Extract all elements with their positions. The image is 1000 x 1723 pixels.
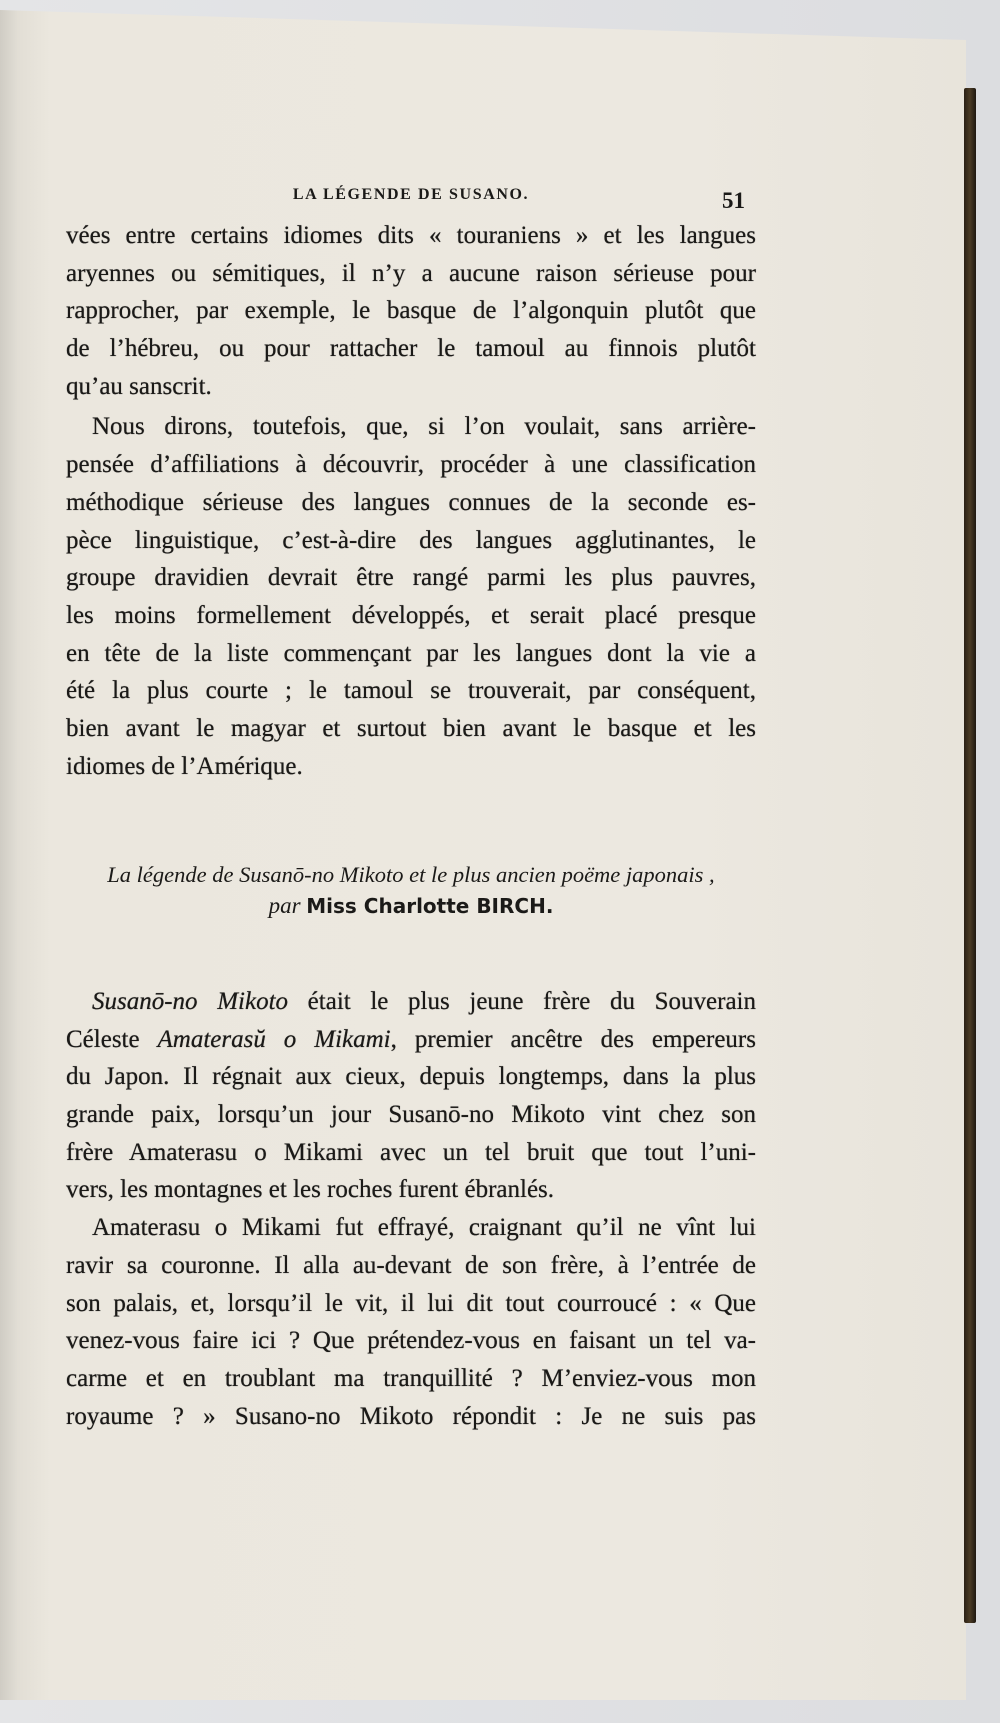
- text: vées entre certains idiomes dits « touraniens » et les langues: [66, 222, 756, 249]
- italic-text: Susanō-no Mikoto: [92, 988, 289, 1015]
- text: son palais, et, lorsqu’il le vit, il lui dit tout courroucé : « Que: [66, 1289, 756, 1317]
- text-line: [66, 1285, 756, 1323]
- text: pèce linguistique, c’est-à-dire des langues agglutinantes, le: [66, 526, 756, 554]
- text: vers, les montagnes et les roches furent ébranlés.: [66, 1176, 555, 1204]
- text: ravir sa couronne. Il alla au-devant de son frère, à l’entrée de: [66, 1251, 756, 1279]
- text-line: [66, 522, 756, 560]
- text: en tête de la liste commençant par les langues dont la vie a: [66, 639, 756, 667]
- text-block-bottom: [66, 983, 756, 1435]
- page-number: 51: [722, 188, 745, 213]
- text: carme et en troublant ma tranquillité ? M’enviez-vous mon: [66, 1364, 756, 1392]
- text-line: [66, 1209, 756, 1247]
- text: groupe dravidien devrait être rangé parmi les plus pauvres,: [66, 564, 756, 592]
- text-line: [66, 484, 756, 522]
- paragraph: [66, 217, 756, 405]
- byline-par: par: [268, 893, 301, 918]
- text: été la plus courte ; le tamoul se trouverait, par conséquent,: [66, 677, 756, 705]
- text-line: [66, 255, 756, 293]
- text-line: [66, 597, 756, 635]
- text: de l’hébreu, ou pour rattacher le tamoul au finnois plutôt: [66, 335, 756, 363]
- text: les moins formellement développés, et serait placé presque: [66, 601, 756, 629]
- article-title: La légende de Susanō-no Mikoto et le plus ancien poëme japonais ,: [107, 862, 715, 887]
- text-line: [66, 1171, 756, 1209]
- text: était le plus jeune frère du Souverain: [288, 988, 757, 1015]
- text-line: [66, 408, 756, 446]
- text-line: [66, 1322, 756, 1360]
- text-line: [66, 368, 756, 406]
- text: Céleste: [66, 1025, 158, 1053]
- article-byline: [66, 893, 756, 919]
- text: aryennes ou sémitiques, il n’y a aucune raison sérieuse pour: [66, 259, 756, 287]
- text-line: [66, 748, 756, 786]
- text-line: [66, 710, 756, 748]
- text: du Japon. Il régnait aux cieux, depuis longtemps, dans la plus: [66, 1063, 756, 1091]
- text: frère Amaterasu o Mikami avec un tel bruit que tout l’uni-: [66, 1138, 756, 1166]
- text-line: [66, 1398, 756, 1436]
- text-block-top: [66, 217, 756, 785]
- text: , premier ancêtre des empereurs: [390, 1025, 756, 1053]
- text-line: [66, 1021, 756, 1059]
- text-line: [66, 1134, 756, 1172]
- paragraph: [66, 983, 756, 1209]
- text-line: [66, 672, 756, 710]
- text-line: [66, 217, 756, 255]
- text: idiomes de l’Amérique.: [66, 752, 303, 780]
- text-line: [66, 446, 756, 484]
- paragraph: [66, 1209, 756, 1435]
- book-cover-edge: [964, 88, 976, 1623]
- text-line: [66, 635, 756, 673]
- text-line: [66, 983, 756, 1021]
- text: venez-vous faire ici ? Que prétendez-vous en faisant un tel va-: [66, 1327, 756, 1355]
- text: grande paix, lorsqu’un jour Susanō-no Mikoto vint chez son: [66, 1101, 756, 1129]
- text-line: [66, 330, 756, 368]
- text: bien avant le magyar et surtout bien avant le basque et les: [66, 714, 756, 742]
- author-name: Miss Charlotte BIRCH.: [306, 894, 554, 918]
- running-head: LA LÉGENDE DE SUSANO.: [292, 186, 530, 203]
- italic-text: Amaterasŭ o Mikami: [157, 1025, 391, 1053]
- text: méthodique sérieuse des langues connues de la seconde es-: [66, 488, 756, 516]
- text-line: [66, 1360, 756, 1398]
- text-line: [66, 292, 756, 330]
- text-line: [66, 559, 756, 597]
- text: Nous dirons, toutefois, que, si l’on voulait, sans arrière-: [92, 413, 756, 441]
- text-line: [66, 1096, 756, 1134]
- text: pensée d’affiliations à découvrir, procéder à une classification: [66, 451, 756, 479]
- text-line: [66, 1058, 756, 1096]
- paragraph: [66, 408, 756, 785]
- text: royaume ? » Susano-no Mikoto répondit : Je ne suis pas: [66, 1402, 756, 1430]
- text: qu’au sanscrit.: [66, 372, 212, 400]
- text-line: [66, 1247, 756, 1285]
- text: rapprocher, par exemple, le basque de l’algonquin plutôt que: [66, 297, 756, 325]
- text: Amaterasu o Mikami fut effrayé, craignant qu’il ne vînt lui: [92, 1214, 756, 1242]
